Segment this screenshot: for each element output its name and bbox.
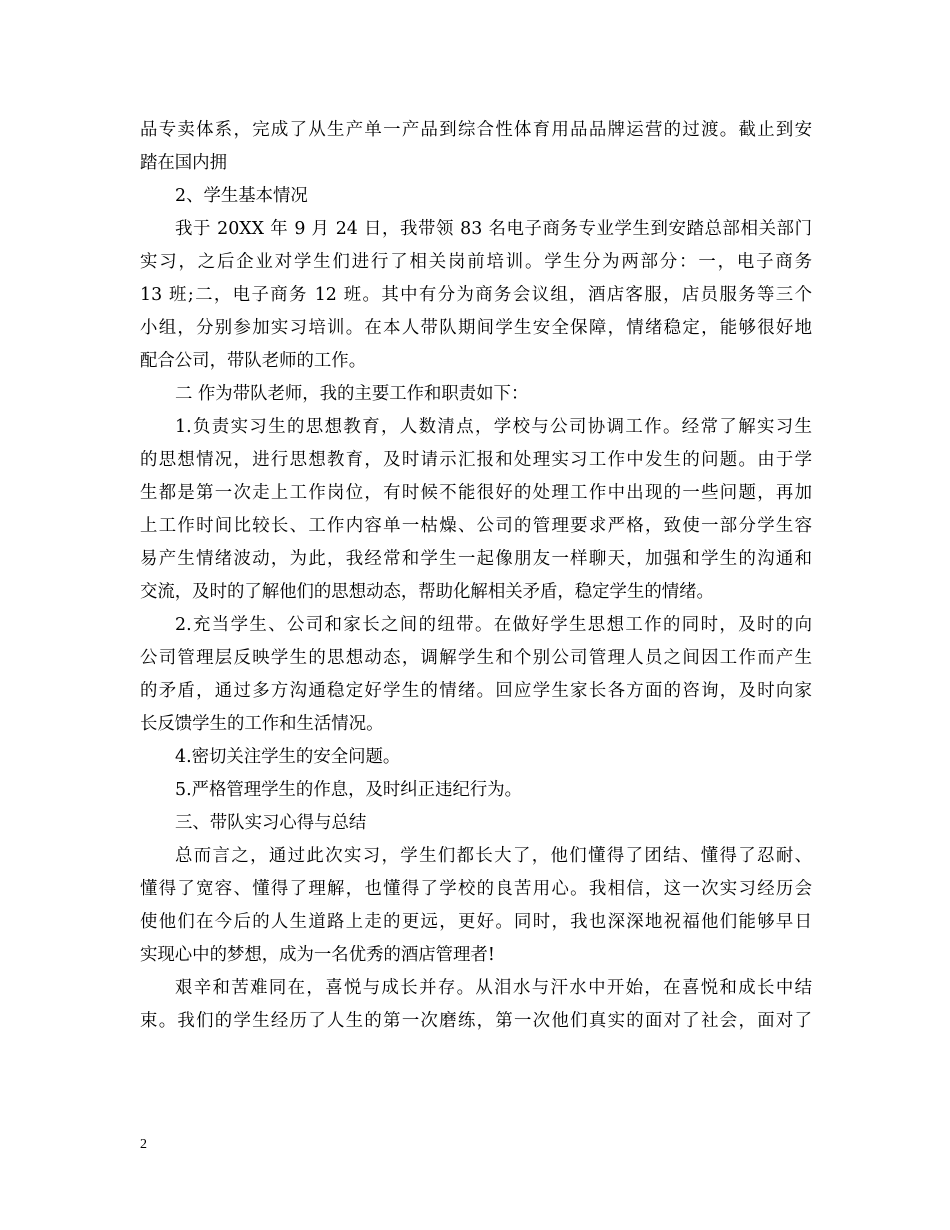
text-line: 配合公司，带队老师的工作。	[140, 351, 367, 371]
text-line: 懂得了宽容、懂得了理解，也懂得了学校的良苦用心。我相信，这一次实习经历会	[140, 879, 812, 899]
text-line: 13 班;二，电子商务 12 班。其中有分为商务会议组，酒店客服，店员服务等三个	[140, 285, 812, 305]
text-line: 5.严格管理学生的作息，及时纠正违纪行为。	[175, 780, 523, 800]
section-heading-student-info	[140, 180, 812, 213]
text-line: 我于 20XX 年 9 月 24 日，我带领 83 名电子商务专业学生到安踏总部相关部门	[175, 219, 812, 239]
paragraph-intro-continuation	[140, 114, 812, 180]
page-number: 2	[140, 1137, 147, 1152]
heading-line: 2、学生基本情况	[175, 186, 308, 206]
text-line: 1.负责实习生的思想教育，人数清点，学校与公司协调工作。经常了解实习生	[175, 417, 812, 437]
text-line: 的思想情况，进行思想教育，及时请示汇报和处理实习工作中发生的问题。由于学	[140, 450, 812, 470]
text-line: 上工作时间比较长、工作内容单一枯燥、公司的管理要求严格，致使一部分学生容	[140, 516, 812, 536]
text-line: 品专卖体系，完成了从生产单一产品到综合性体育用品品牌运营的过渡。截止到安	[140, 120, 812, 140]
text-line: 易产生情绪波动，为此，我经常和学生一起像朋友一样聊天，加强和学生的沟通和	[140, 549, 812, 569]
paragraph-summary	[140, 840, 812, 972]
text-line: 踏在国内拥	[140, 153, 227, 173]
text-line: 总而言之，通过此次实习，学生们都长大了，他们懂得了团结、懂得了忍耐、	[175, 846, 812, 866]
paragraph-duty-5	[140, 774, 812, 807]
text-line: 长反馈学生的工作和生活情况。	[140, 714, 384, 734]
heading-line: 三、带队实习心得与总结	[175, 813, 367, 833]
heading-line: 二 作为带队老师，我的主要工作和职责如下：	[175, 384, 529, 404]
section-heading-duties	[140, 378, 812, 411]
text-line: 使他们在今后的人生道路上走的更远，更好。同时，我也深深地祝福他们能够早日	[140, 912, 812, 932]
text-line: 实现心中的梦想，成为一名优秀的酒店管理者!	[140, 945, 495, 965]
paragraph-student-info	[140, 213, 812, 378]
text-line: 实习，之后企业对学生们进行了相关岗前培训。学生分为两部分：一，电子商务	[140, 252, 812, 272]
paragraph-duty-4	[140, 741, 812, 774]
text-line: 束。我们的学生经历了人生的第一次磨练，第一次他们真实的面对了社会，面对了	[140, 1011, 812, 1031]
text-line: 2.充当学生、公司和家长之间的纽带。在做好学生思想工作的同时，及时的向	[175, 615, 812, 635]
text-line: 小组，分别参加实习培训。在本人带队期间学生安全保障，情绪稳定，能够很好地	[140, 318, 812, 338]
paragraph-closing	[140, 972, 812, 1038]
text-line: 4.密切关注学生的安全问题。	[175, 747, 401, 767]
text-line: 的矛盾，通过多方沟通稳定好学生的情绪。回应学生家长各方面的咨询，及时向家	[140, 681, 812, 701]
text-line: 公司管理层反映学生的思想动态，调解学生和个别公司管理人员之间因工作而产生	[140, 648, 812, 668]
paragraph-duty-2	[140, 609, 812, 741]
section-heading-summary	[140, 807, 812, 840]
paragraph-duty-1	[140, 411, 812, 609]
text-line: 艰辛和苦难同在，喜悦与成长并存。从泪水与汗水中开始，在喜悦和成长中结	[175, 978, 812, 998]
text-line: 交流，及时的了解他们的思想动态，帮助化解相关矛盾，稳定学生的情绪。	[140, 582, 714, 602]
document-body	[140, 114, 812, 1038]
text-line: 生都是第一次走上工作岗位，有时候不能很好的处理工作中出现的一些问题，再加	[140, 483, 812, 503]
